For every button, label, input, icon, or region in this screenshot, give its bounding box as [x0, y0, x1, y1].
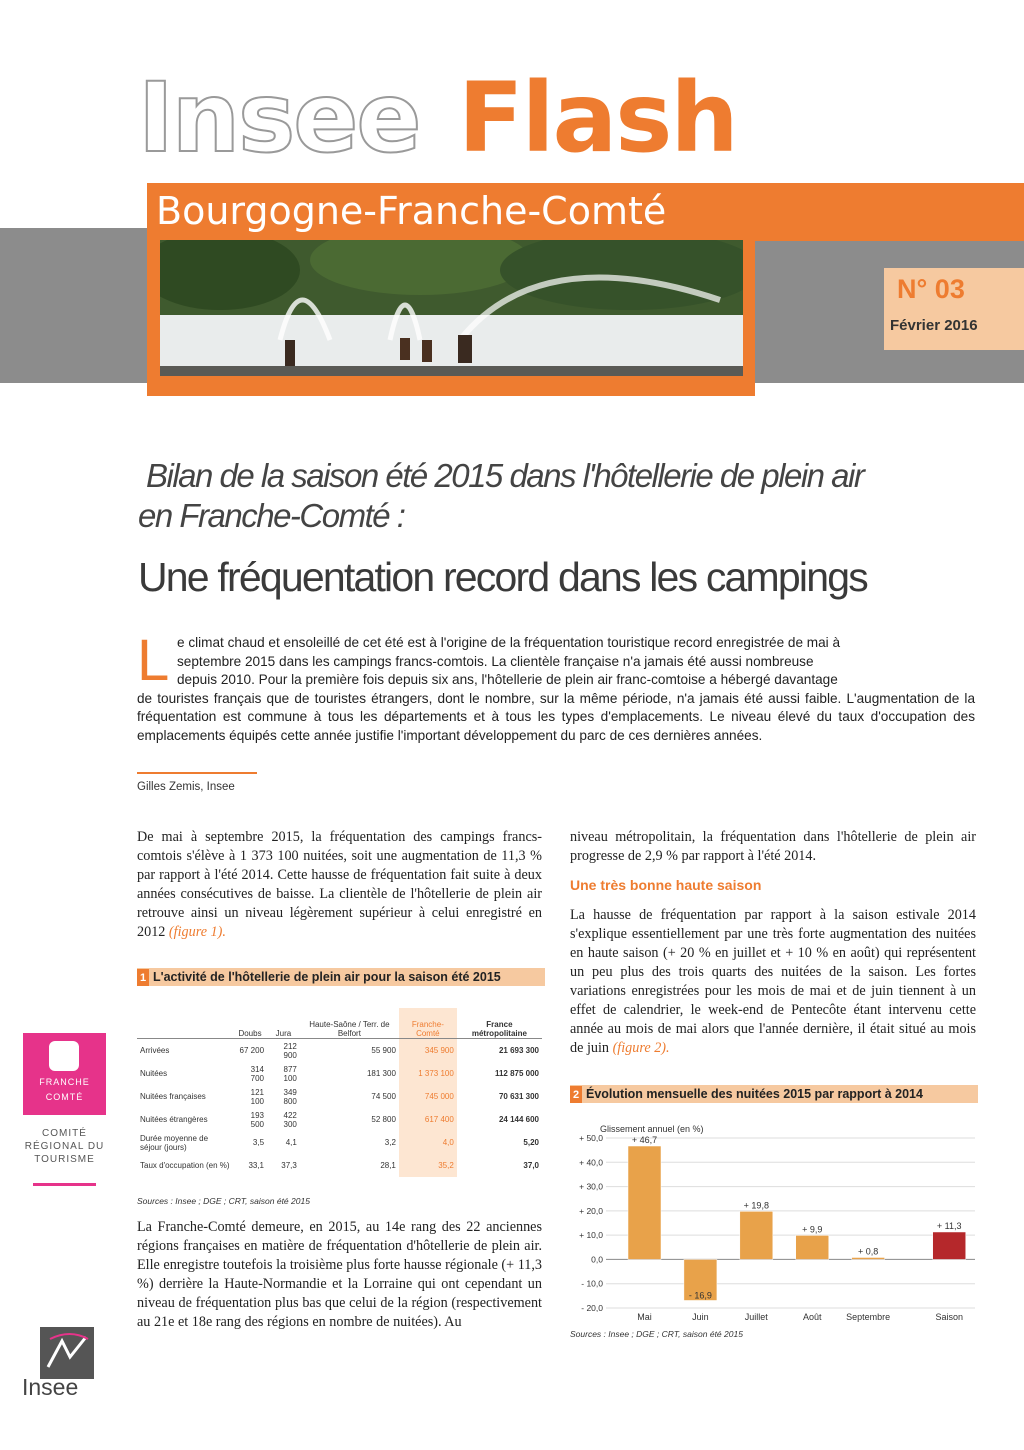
crt-rule	[33, 1183, 96, 1186]
figure-1-source: Sources : Insee ; DGE ; CRT, saison été 2015	[137, 1196, 310, 1206]
figure-2-reference[interactable]: (figure 2).	[612, 1040, 670, 1056]
figure-2-number: 2	[570, 1086, 582, 1103]
y-axis-label: Glissement annuel (en %)	[600, 1124, 704, 1134]
table-cell: Taux d'occupation (en %)	[140, 1161, 230, 1170]
figure-1-reference[interactable]: (figure 1).	[168, 924, 226, 940]
table-cell: Nuitées	[140, 1069, 168, 1078]
x-tick-label: Août	[802, 1312, 822, 1322]
drop-cap: L	[137, 628, 170, 693]
data-label: + 9,9	[802, 1224, 823, 1235]
paragraph-text: La hausse de fréquentation par rapport à la saison estivale 2014 s'explique essentiellement par une très forte augmentation des nuitées en haute saison (+ 20 % en juillet et + 10 % en août) qui représentent un peu plus des trois quarts des nuitées de la saison. Les fortes variations enregistrées pour les mois de mai et de juin tiennent à un effet de calendrier, le week-end de Pentecôte étant intervenu cette année au mois de mai alors que l'année dernière, il était situé au mois de juin	[570, 907, 976, 1056]
table-cell: 745 000	[399, 1085, 457, 1108]
logo-insee: Insee	[138, 62, 420, 174]
figure-2-title-text: Évolution mensuelle des nuitées 2015 par rapport à 2014	[586, 1087, 923, 1101]
figure-2-chart	[570, 1122, 980, 1322]
figure-1-table	[137, 1008, 542, 1177]
y-tick-label: + 30,0	[579, 1181, 603, 1192]
table-header: Jura	[275, 1029, 292, 1038]
figure-1-title	[137, 968, 545, 986]
y-tick-label: + 10,0	[579, 1230, 603, 1241]
table-row	[137, 1131, 542, 1154]
bar-septembre	[852, 1257, 885, 1259]
intro-line-2: septembre 2015 dans les campings francs-comtois. La clientèle française n'a jamais été aussi nombreuse	[177, 653, 814, 669]
title-line-1: Bilan de la saison été 2015 dans l'hôtellerie de plein air	[146, 457, 864, 494]
table-header-row	[137, 1008, 542, 1039]
table-cell: 314 700	[250, 1064, 265, 1083]
bar-juillet	[740, 1211, 773, 1259]
body-paragraph-1	[137, 828, 542, 942]
table-cell: 4,0	[399, 1131, 457, 1154]
table-cell: 52 800	[371, 1115, 396, 1124]
table-cell: 67 200	[239, 1046, 265, 1055]
crt-logo-line-2: COMTÉ	[45, 1092, 84, 1102]
intro-line-3: depuis 2010. Pour la première fois depuis six ans, l'hôtellerie de plein air franc-comtoise a hébergé davantage	[177, 672, 838, 688]
table-cell: Nuitées étrangères	[140, 1115, 208, 1124]
bar-mai	[628, 1146, 661, 1259]
table-cell: 74 500	[371, 1092, 396, 1101]
data-label: + 11,3	[936, 1220, 962, 1231]
table-cell: 28,1	[380, 1161, 396, 1170]
x-tick-label: Septembre	[846, 1312, 891, 1322]
data-label: + 19,8	[743, 1200, 769, 1211]
y-tick-label: - 10,0	[581, 1278, 603, 1289]
insee-logo-icon	[40, 1327, 94, 1379]
franche-comte-map-icon	[49, 1041, 79, 1071]
table-cell: Nuitées françaises	[140, 1092, 206, 1101]
table-row	[137, 1039, 542, 1063]
body-paragraph-4	[570, 906, 976, 1058]
table-row	[137, 1062, 542, 1085]
table-header	[137, 1008, 233, 1039]
crt-logo-line-1: FRANCHE	[39, 1077, 90, 1087]
main-title: Une fréquentation record dans les campings	[138, 554, 867, 600]
table-cell: 212 900	[283, 1041, 297, 1060]
figure-1-title-text: L'activité de l'hôtellerie de plein air pour la saison été 2015	[153, 970, 501, 984]
x-tick-label: Juin	[692, 1312, 709, 1322]
figure-1-number: 1	[137, 969, 149, 986]
title-line-2: en Franche-Comté :	[138, 497, 405, 534]
table-cell: Arrivées	[140, 1046, 170, 1055]
table-cell: 3,2	[384, 1138, 396, 1147]
table-cell: 4,1	[285, 1138, 297, 1147]
table-cell: 70 631 300	[498, 1092, 539, 1101]
region-title: Bourgogne-Franche-Comté	[156, 189, 667, 233]
paragraph-text: De mai à septembre 2015, la fréquentation des campings francs-comtois s'élève à 1 373 100 nuitées, soit une augmentation de 11,3 % par rapport à l'été 2014. Cette hausse de fréquentation fait suite à deux années consécutives de baisse. La clientèle de l'hôtellerie de plein air retrouve ainsi un niveau légèrement supérieur à celui enregistré en 2012	[137, 829, 542, 940]
table-cell: 121 100	[250, 1087, 265, 1106]
issue-date: Février 2016	[890, 317, 978, 334]
table-cell: Durée moyenne de séjour (jours)	[140, 1133, 209, 1152]
crt-name: COMITÉ RÉGIONAL DU TOURISME	[24, 1128, 105, 1165]
x-tick-label: Juillet	[744, 1312, 768, 1322]
data-label: + 46,7	[631, 1135, 658, 1146]
table-header: France métropolitaine	[471, 1020, 527, 1038]
intro-rest: de touristes français que de touristes étrangers, dont le nombre, sur la même période, n'a jamais été aussi faible. L'augmentation de la fréquentation est commune à tous les départements et à tous les types d'emplacements. Le niveau élevé du taux d'occupation des emplacements équipés cette année justifie l'important développement du parc de ces dernières années.	[137, 690, 975, 743]
table-header: Doubs	[238, 1029, 262, 1038]
table-cell: 37,3	[281, 1161, 297, 1170]
x-tick-label: Saison	[935, 1312, 963, 1322]
table-cell: 349 800	[283, 1087, 297, 1106]
data-label: - 16,9	[688, 1290, 712, 1301]
table-cell: 55 900	[371, 1046, 396, 1055]
y-tick-label: + 40,0	[579, 1157, 603, 1168]
section-subheading: Une très bonne haute saison	[570, 877, 762, 893]
insee-logo-text: Insee	[22, 1374, 79, 1400]
intro-rule	[137, 772, 257, 774]
figure-2-title	[570, 1085, 978, 1103]
y-tick-label: + 20,0	[579, 1205, 603, 1216]
intro-paragraph	[137, 628, 975, 746]
table-cell: 35,2	[399, 1154, 457, 1177]
table-cell: 617 400	[399, 1108, 457, 1131]
table-cell: 37,0	[523, 1161, 539, 1170]
table-cell: 33,1	[248, 1161, 265, 1170]
table-cell: 345 900	[399, 1039, 457, 1063]
table-cell: 3,5	[252, 1138, 265, 1147]
table-header: Franche-Comté	[399, 1008, 457, 1039]
table-cell: 5,20	[523, 1138, 539, 1147]
x-tick-label: Mai	[637, 1312, 652, 1322]
figure-2-source: Sources : Insee ; DGE ; CRT, saison été 2015	[570, 1329, 743, 1339]
y-tick-label: - 20,0	[581, 1303, 603, 1313]
table-row	[137, 1154, 542, 1177]
table-cell: 422 300	[283, 1110, 297, 1129]
table-row	[137, 1085, 542, 1108]
cover-photo	[160, 240, 743, 376]
table-cell: 877 100	[283, 1064, 297, 1083]
body-paragraph-3: niveau métropolitain, la fréquentation dans l'hôtellerie de plein air progresse de 2,9 % par rapport à l'été 2014.	[570, 829, 976, 864]
logo-flash: Flash	[458, 62, 737, 174]
table-cell: 181 300	[366, 1069, 396, 1078]
table-cell: 112 875 000	[494, 1069, 539, 1078]
table-header: Haute-Saône / Terr. de Belfort	[309, 1020, 390, 1038]
issue-number: N° 03	[897, 274, 965, 304]
intro-line-1: e climat chaud et ensoleillé de cet été est à l'origine de la fréquentation touristique record enregistrée de mai à	[177, 635, 841, 650]
table-cell: 193 500	[250, 1110, 265, 1129]
bar-août	[796, 1235, 829, 1259]
y-tick-label: + 50,0	[579, 1133, 603, 1143]
table-cell: 1 373 100	[399, 1062, 457, 1085]
table-row	[137, 1108, 542, 1131]
author: Gilles Zemis, Insee	[137, 781, 235, 793]
table-cell: 24 144 600	[498, 1115, 539, 1124]
data-label: + 0,8	[857, 1246, 879, 1257]
table-cell: 21 693 300	[498, 1046, 539, 1055]
body-paragraph-2: La Franche-Comté demeure, en 2015, au 14e rang des 22 anciennes régions françaises en matière de fréquentation d'hôtellerie de plein air. Elle enregistre toutefois la troisième plus forte hausse régionale (+ 11,3 %) derrière la Haute-Normandie et la Lorraine qui ont cependant un niveau de fréquentation plus bas que celui de la région (respectivement au 21e et 18e rang des régions en nombre de nuitées). Au	[137, 1219, 542, 1330]
bar-saison	[933, 1232, 966, 1259]
y-tick-label: 0,0	[591, 1254, 603, 1265]
